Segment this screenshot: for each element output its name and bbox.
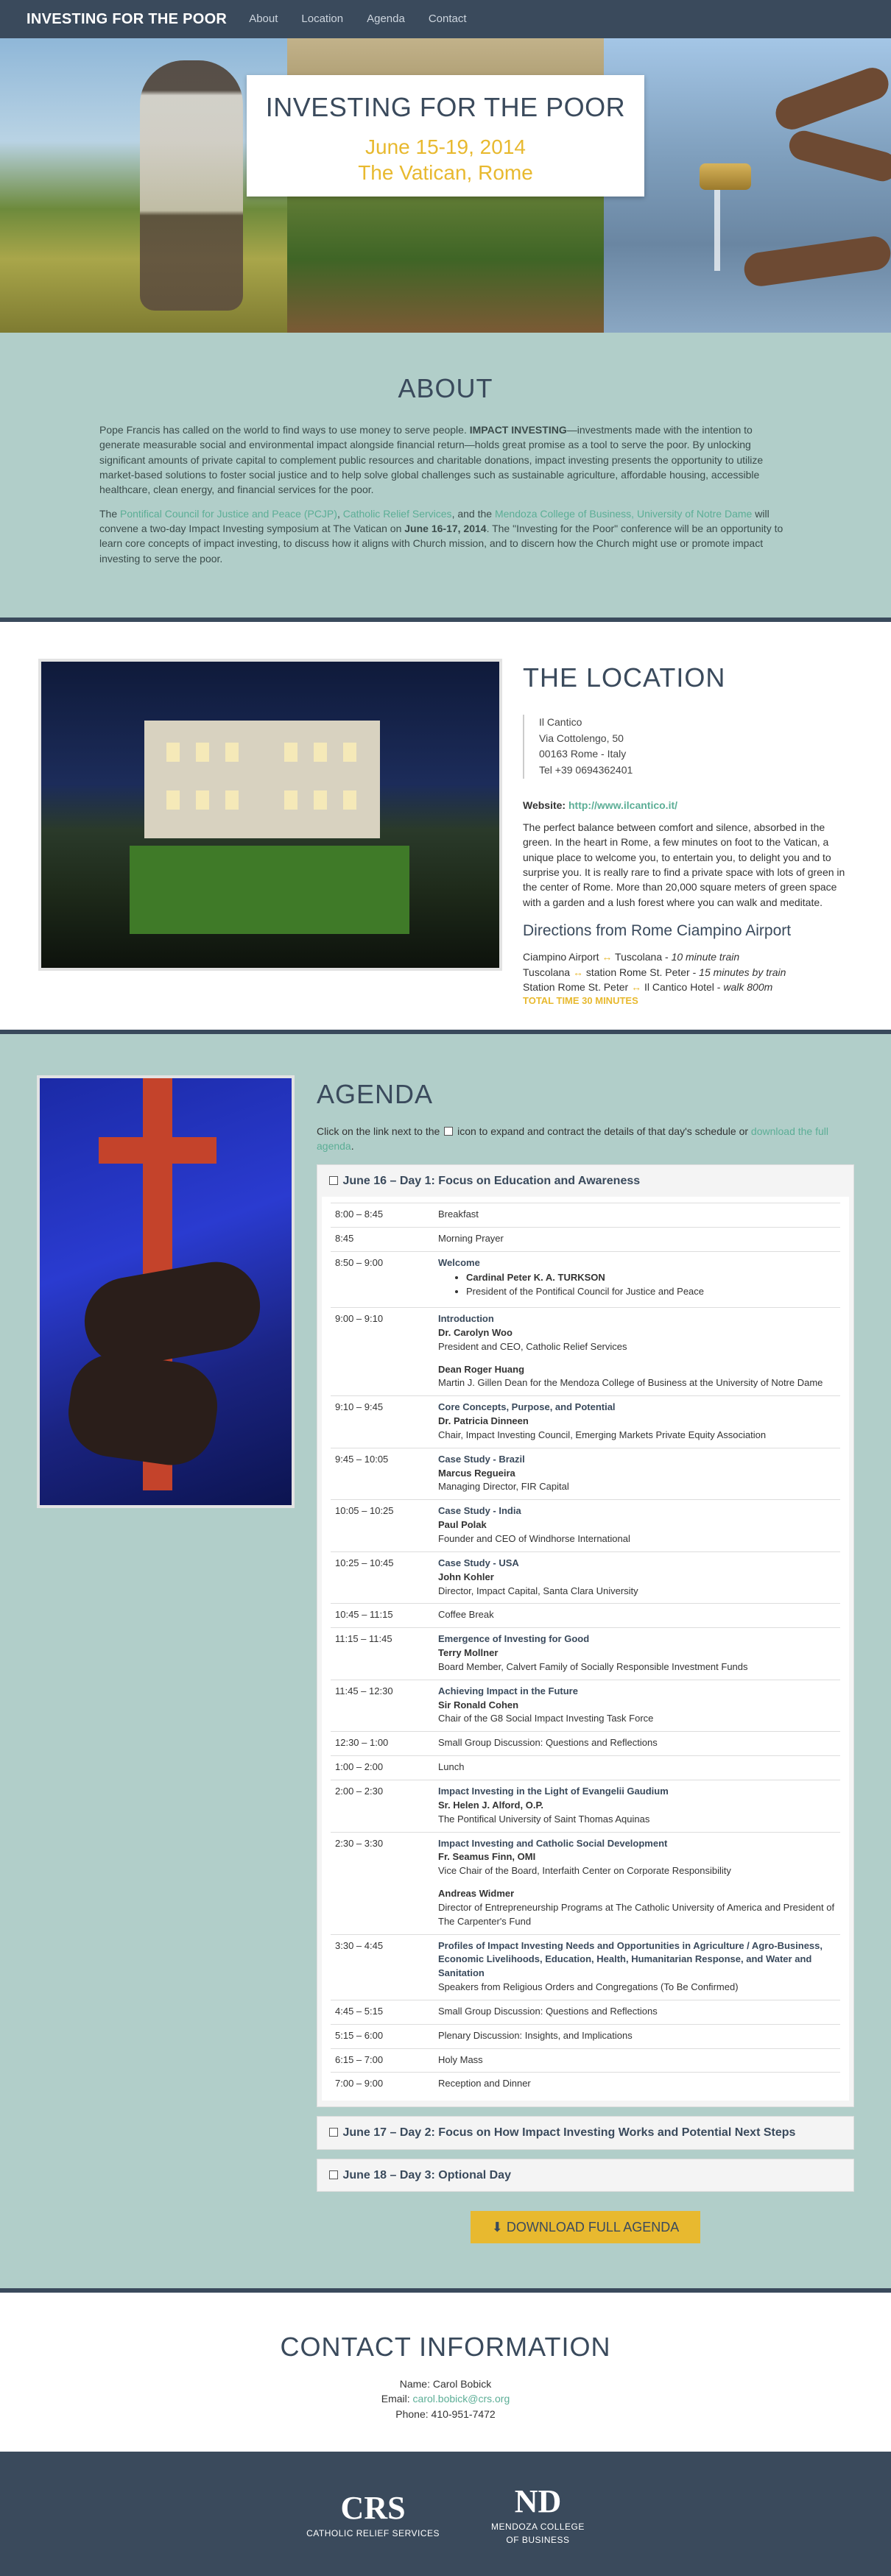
- website-line: Website: http://www.ilcantico.it/: [523, 799, 678, 811]
- schedule-row: [331, 1500, 840, 1552]
- schedule-details: [434, 1551, 840, 1604]
- schedule-time: 4:45 – 5:15: [331, 2000, 434, 2024]
- schedule-table: [331, 1203, 840, 2097]
- email-link[interactable]: carol.bobick@crs.org: [412, 2393, 510, 2405]
- schedule-row: [331, 2024, 840, 2048]
- speaker-role: Director, Impact Capital, Santa Clara University: [438, 1585, 638, 1596]
- direction-step: Ciampino Airport ↔ Tuscolana - 10 minute train: [523, 951, 740, 963]
- schedule-time: 9:45 – 10:05: [331, 1448, 434, 1500]
- day-toggle-3[interactable]: June 18 – Day 3: Optional Day: [317, 2159, 853, 2191]
- schedule-details: [434, 1308, 840, 1396]
- download-agenda-link[interactable]: download the full agenda: [317, 1125, 828, 1153]
- speaker-name: Paul Polak: [438, 1519, 487, 1531]
- speaker-name: Dean Roger Huang: [438, 1363, 525, 1375]
- hero-photo-farmer: [0, 38, 287, 333]
- hero-photo-water: [604, 38, 891, 333]
- hero-title-card: [247, 75, 644, 197]
- direction-step: Station Rome St. Peter ↔ Il Cantico Hotel - walk 800m: [523, 980, 773, 993]
- session-title: Introduction: [438, 1313, 494, 1325]
- schedule-details: [434, 1500, 840, 1552]
- day-schedule-1: [322, 1197, 849, 2101]
- hotel-photo: [38, 659, 502, 971]
- schedule-details: [434, 2073, 840, 2096]
- hero-place: The Vatican, Rome: [358, 161, 533, 185]
- location-title: THE LOCATION: [523, 662, 726, 693]
- speaker-role: Chair, Impact Investing Council, Emerging Markets Private Equity Association: [438, 1429, 767, 1440]
- day-toggle-2[interactable]: June 17 – Day 2: Focus on How Impact Investing Works and Potential Next Steps: [317, 2117, 853, 2148]
- schedule-time: 10:05 – 10:25: [331, 1500, 434, 1552]
- session-text: Plenary Discussion: Insights, and Implications: [438, 2029, 633, 2041]
- session-text: Morning Prayer: [438, 1232, 504, 1244]
- schedule-row: [331, 1628, 840, 1680]
- download-icon: ⬇: [491, 2219, 503, 2234]
- schedule-time: 11:15 – 11:45: [331, 1628, 434, 1680]
- schedule-row: [331, 1604, 840, 1628]
- schedule-details: [434, 2048, 840, 2073]
- day-panel-3: [317, 2159, 854, 2192]
- about-section: [0, 333, 891, 622]
- schedule-details: [434, 1604, 840, 1628]
- schedule-row: [331, 1396, 840, 1448]
- schedule-row: [331, 1680, 840, 1732]
- session-text: Breakfast: [438, 1208, 479, 1220]
- brand-link[interactable]: INVESTING FOR THE POOR: [27, 10, 228, 27]
- location-info: [523, 659, 854, 1030]
- session-title: Case Study - India: [438, 1505, 521, 1517]
- address-block: Il Cantico Via Cottolengo, 50 00163 Rome - Italy Tel +39 0694362401: [523, 715, 854, 779]
- schedule-details: [434, 1732, 840, 1756]
- nav-link-location[interactable]: Location: [301, 13, 344, 26]
- nav-link-about[interactable]: About: [249, 13, 278, 26]
- session-text: Coffee Break: [438, 1609, 494, 1621]
- speaker-name: Dr. Patricia Dinneen: [438, 1415, 529, 1427]
- schedule-row: [331, 2073, 840, 2096]
- session-title: Profiles of Impact Investing Needs and Opportunities in Agriculture / Agro-Business, Economic Livelihoods, Education, Health, Humanitarian Response, and Water and Sanitation: [438, 1939, 823, 1979]
- speaker-list: [466, 1271, 836, 1299]
- speaker-role: Chair of the G8 Social Impact Investing Task Force: [438, 1713, 654, 1724]
- schedule-details: [434, 1934, 840, 2000]
- speaker-role: Founder and CEO of Windhorse International: [438, 1533, 630, 1545]
- schedule-time: 2:00 – 2:30: [331, 1780, 434, 1832]
- mendoza-link[interactable]: Mendoza College of Business, University of Notre Dame: [494, 507, 753, 520]
- speaker-name: John Kohler: [438, 1571, 494, 1582]
- contact-phone: Phone: 410-951-7472: [395, 2407, 496, 2420]
- schedule-row: [331, 2000, 840, 2024]
- website-link[interactable]: http://www.ilcantico.it/: [568, 799, 678, 811]
- schedule-details: [434, 1448, 840, 1500]
- schedule-row: [331, 1203, 840, 1227]
- about-title: ABOUT: [398, 373, 493, 403]
- session-title: Emergence of Investing for Good: [438, 1633, 590, 1645]
- schedule-details: [434, 1251, 840, 1308]
- day-panel-2: [317, 2116, 854, 2149]
- schedule-time: 8:45: [331, 1227, 434, 1251]
- speaker-name: Sir Ronald Cohen: [438, 1699, 519, 1710]
- location-description: The perfect balance between comfort and silence, absorbed in the green. In the heart in Rome, a few minutes on foot to the Vatican, a unique place to welcome you, to entertain you, to delight you and to surprise you. It is really rare to find a private space with lots of green in the center of Rome. More than 20,000 square meters of green space with a garden and a lush forest where you can walk and meditate.: [523, 821, 845, 908]
- speaker-name: Fr. Seamus Finn, OMI: [438, 1851, 536, 1863]
- contact-title: CONTACT INFORMATION: [280, 2331, 611, 2362]
- schedule-time: 11:45 – 12:30: [331, 1680, 434, 1732]
- speaker-name: Dr. Carolyn Woo: [438, 1326, 513, 1338]
- about-paragraph-2: The Pontifical Council for Justice and Peace (PCJP), Catholic Relief Services, and the Mendoza College of Business, University of Notre Dame will convene a two-day Impact Investing symposium at The Vatican on June 16-17, 2014. The "Investing for the Poor" conference will be an opportunity to learn core concepts of impact investing, to discuss how it aligns with Church mission, and to discern how the Church might use or promote impact investing to serve the poor.: [99, 507, 783, 565]
- schedule-row: [331, 1551, 840, 1604]
- session-title: Impact Investing and Catholic Social Development: [438, 1837, 668, 1849]
- cross-hands-photo: [37, 1075, 295, 1508]
- schedule-time: 1:00 – 2:00: [331, 1756, 434, 1780]
- schedule-row: [331, 2048, 840, 2073]
- schedule-row: [331, 1832, 840, 1934]
- session-text: Reception and Dinner: [438, 2078, 531, 2090]
- agenda-column: [317, 1075, 854, 2288]
- schedule-time: 5:15 – 6:00: [331, 2024, 434, 2048]
- schedule-time: 10:45 – 11:15: [331, 1604, 434, 1628]
- schedule-row: [331, 1732, 840, 1756]
- session-title: Achieving Impact in the Future: [438, 1685, 578, 1696]
- pcjp-link[interactable]: Pontifical Council for Justice and Peace (PCJP): [120, 507, 337, 520]
- arrow-icon: ↔: [631, 980, 642, 993]
- schedule-time: 12:30 – 1:00: [331, 1732, 434, 1756]
- schedule-row: [331, 1934, 840, 2000]
- speaker-role: The Pontifical University of Saint Thomas Aquinas: [438, 1813, 650, 1825]
- notre-dame-logo[interactable]: ND MENDOZA COLLEGE OF BUSINESS: [491, 2483, 585, 2545]
- total-travel-time: TOTAL TIME 30 MINUTES: [523, 995, 638, 1007]
- speaker-role: Speakers from Religious Orders and Congregations (To Be Confirmed): [438, 1981, 739, 1993]
- contact-name: Name: Carol Bobick: [399, 2378, 492, 2391]
- schedule-details: [434, 1832, 840, 1934]
- schedule-row: [331, 1780, 840, 1832]
- crs-link[interactable]: Catholic Relief Services: [342, 507, 452, 520]
- speaker-list-item: • President of the Pontifical Council for Justice and Peace: [466, 1285, 836, 1299]
- speaker-name: Marcus Regueira: [438, 1467, 515, 1479]
- schedule-row: [331, 1448, 840, 1500]
- schedule-details: [434, 1780, 840, 1832]
- schedule-row: [331, 1756, 840, 1780]
- session-text: Small Group Discussion: Questions and Reflections: [438, 1737, 658, 1749]
- session-title: Case Study - Brazil: [438, 1453, 525, 1465]
- schedule-details: [434, 1396, 840, 1448]
- hero-banner: [0, 38, 891, 333]
- session-title: Case Study - USA: [438, 1557, 519, 1568]
- schedule-time: 3:30 – 4:45: [331, 1934, 434, 2000]
- hero-title: INVESTING FOR THE POOR: [265, 92, 626, 122]
- day-toggle-1[interactable]: June 16 – Day 1: Focus on Education and Awareness: [317, 1165, 853, 1197]
- session-text: Holy Mass: [438, 2053, 483, 2065]
- contact-section: [0, 2293, 891, 2452]
- agenda-section: [0, 1034, 891, 2293]
- top-nav: [0, 0, 891, 38]
- schedule-details: [434, 1227, 840, 1251]
- directions-title: Directions from Rome Ciampino Airport: [523, 921, 792, 939]
- schedule-time: 2:30 – 3:30: [331, 1832, 434, 1934]
- session-title: Core Concepts, Purpose, and Potential: [438, 1401, 616, 1413]
- schedule-details: [434, 1203, 840, 1227]
- calendar-icon: [329, 2128, 338, 2137]
- arrow-icon: ↔: [572, 966, 583, 978]
- schedule-details: [434, 2000, 840, 2024]
- location-section: [0, 622, 891, 1034]
- speaker-role: Vice Chair of the Board, Interfaith Center on Corporate Responsibility: [438, 1865, 731, 1877]
- contact-email: Email: carol.bobick@crs.org: [381, 2393, 510, 2405]
- nav-link-agenda[interactable]: Agenda: [367, 13, 405, 26]
- speaker-role: Director of Entrepreneurship Programs at The Catholic University of America and President of The Carpenter's Fund: [438, 1901, 835, 1927]
- speaker-role: President and CEO, Catholic Relief Services: [438, 1340, 627, 1352]
- schedule-details: [434, 1628, 840, 1680]
- arrow-icon: ↔: [602, 951, 613, 963]
- hero-date: June 15-19, 2014: [365, 135, 526, 159]
- calendar-icon: [444, 1127, 453, 1136]
- speaker-role: Martin J. Gillen Dean for the Mendoza College of Business at the University of Notre Dame: [438, 1377, 823, 1389]
- day-panel-1: [317, 1164, 854, 2108]
- session-text: Small Group Discussion: Questions and Reflections: [438, 2005, 658, 2017]
- speaker-list-item: • Cardinal Peter K. A. TURKSON: [466, 1271, 836, 1285]
- schedule-details: [434, 1680, 840, 1732]
- calendar-icon: [329, 1176, 338, 1185]
- speaker-name: Terry Mollner: [438, 1647, 499, 1659]
- speaker-role: Board Member, Calvert Family of Socially Responsible Investment Funds: [438, 1660, 748, 1672]
- schedule-time: 10:25 – 10:45: [331, 1551, 434, 1604]
- about-text: [99, 422, 792, 566]
- session-title: Welcome: [438, 1256, 480, 1268]
- schedule-details: [434, 2024, 840, 2048]
- crs-logo[interactable]: CRS CATHOLIC RELIEF SERVICES: [306, 2490, 440, 2539]
- schedule-time: 6:15 – 7:00: [331, 2048, 434, 2073]
- session-title: Impact Investing in the Light of Evangelii Gaudium: [438, 1785, 669, 1797]
- schedule-time: 8:00 – 8:45: [331, 1203, 434, 1227]
- schedule-row: [331, 1251, 840, 1308]
- footer: [0, 2452, 891, 2576]
- nav-link-contact[interactable]: Contact: [428, 13, 467, 26]
- download-full-agenda-button[interactable]: ⬇ DOWNLOAD FULL AGENDA: [471, 2211, 700, 2243]
- schedule-time: 7:00 – 9:00: [331, 2073, 434, 2096]
- schedule-row: [331, 1227, 840, 1251]
- schedule-row: [331, 1308, 840, 1396]
- calendar-icon: [329, 2170, 338, 2179]
- speaker-role: Managing Director, FIR Capital: [438, 1481, 569, 1493]
- schedule-time: 9:10 – 9:45: [331, 1396, 434, 1448]
- speaker-name: Sr. Helen J. Alford, O.P.: [438, 1799, 544, 1811]
- agenda-intro: Click on the link next to the icon to expand and contract the details of that day's schedule or download the full agenda.: [317, 1125, 828, 1153]
- schedule-time: 8:50 – 9:00: [331, 1251, 434, 1308]
- agenda-title: AGENDA: [317, 1078, 434, 1109]
- session-text: Lunch: [438, 1761, 465, 1773]
- schedule-details: [434, 1756, 840, 1780]
- speaker-name: Andreas Widmer: [438, 1888, 515, 1900]
- schedule-time: 9:00 – 9:10: [331, 1308, 434, 1396]
- about-paragraph-1: Pope Francis has called on the world to find ways to use money to serve people. IMPACT INVESTING—investments made with the intention to generate measurable social and environmental impact alongside financial return—holds great promise as a tool to serve the poor. By unlocking significant amounts of private capital to complement public resources and charitable donations, impact investing presents the opportunity to utilize market-based solutions to foster social justice and to help solve global challenges such as sustainable agriculture, affordable housing, accessible healthcare, clean energy, and financial services for the poor.: [99, 424, 764, 496]
- direction-step: Tuscolana ↔ station Rome St. Peter - 15 minutes by train: [523, 966, 786, 978]
